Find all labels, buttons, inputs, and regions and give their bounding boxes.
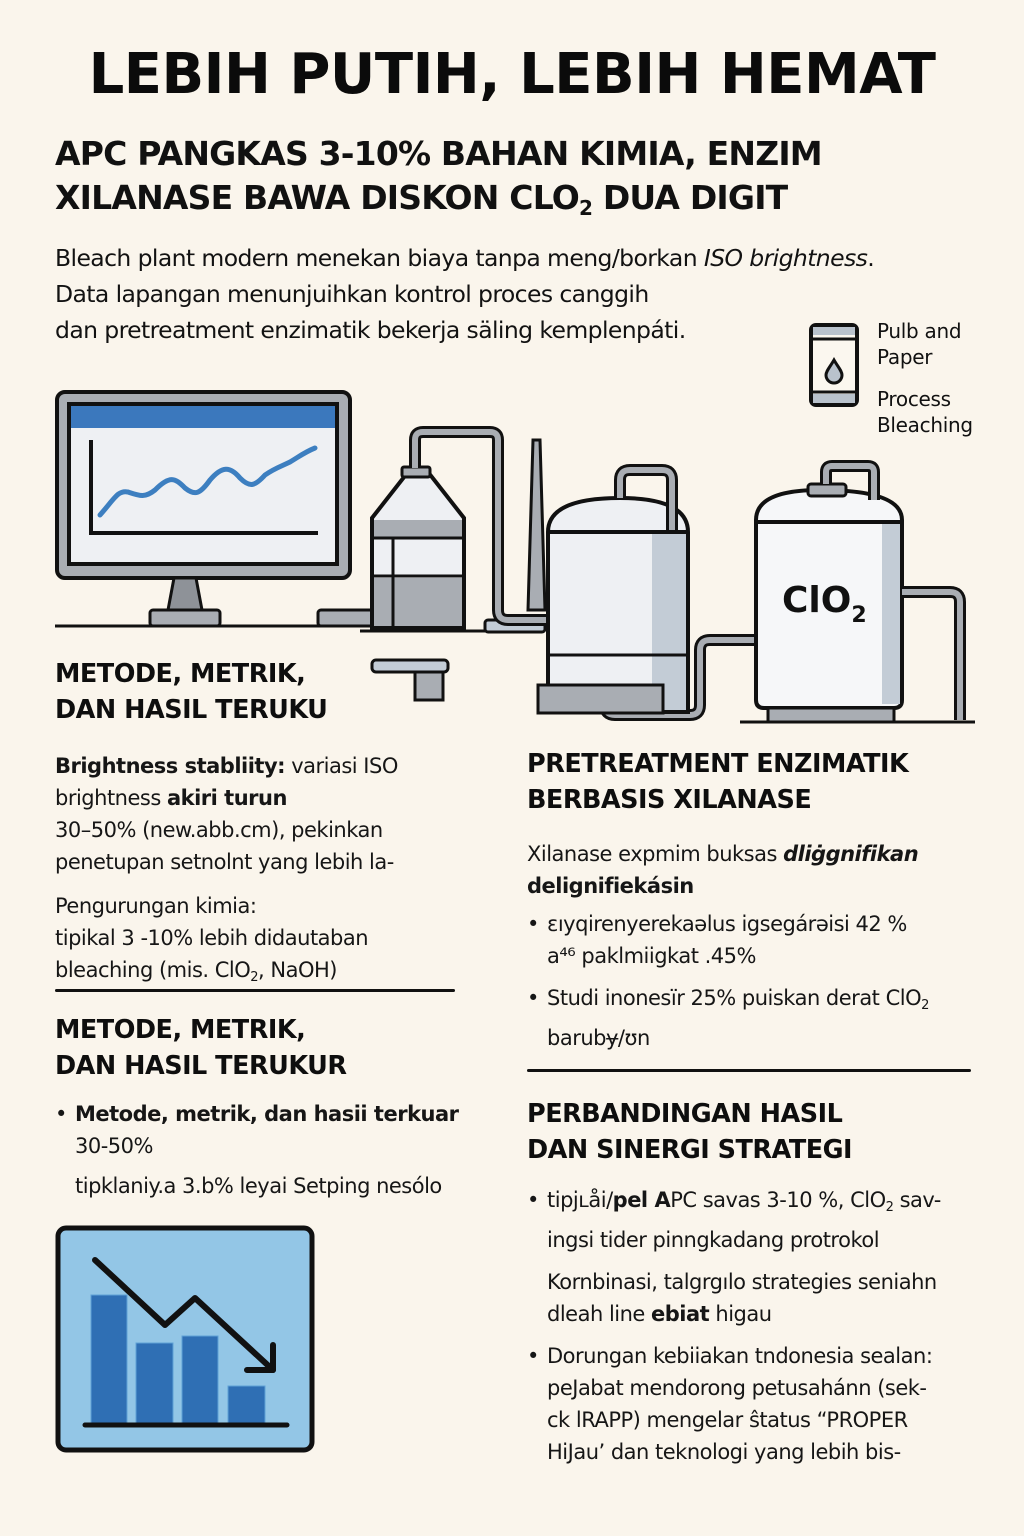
left-section-results [55, 1012, 475, 1202]
right-section-xylanase [527, 746, 987, 1054]
chemical-reduction-paragraph: Pengurungan kimia: tipikal 3 -10% lebih didautaban bleaching (mis. ClO$_2$, NaOH) [55, 894, 369, 985]
subtitle-line-2: XILANASE BAWA DISKON $CLO_2$ DUA DIGIT [55, 178, 788, 220]
subtitle-line-1: APC PANGKAS 3-10% BAHAN KIMIA, ENZIM [55, 134, 822, 173]
page-title: LEBIH PUTIH, LEBIH HEMAT [88, 42, 936, 107]
right-section-comparison [527, 1096, 987, 1468]
bar-chart-downtrend-icon [55, 1225, 315, 1453]
list-item: • ɛıyqirenyerekaəlus igsegárəisi 42 % a⁴⁶ paklmiigkat .45% [527, 908, 987, 972]
brightness-stability-paragraph: Brightness stabliity: variasi ISO brightness akiri turun 30–50% (new.abb.cm), pekinkan penetupan setnolnt yang lebih la- [55, 754, 398, 874]
list-item: • Metode, metrik, dan hasii terkuar 30-50% [55, 1098, 475, 1162]
policy-list [527, 1340, 987, 1468]
intro-line-3: dan pretreatment enzimatik bekerja säling kemplenpáti. [55, 316, 686, 344]
section-divider [55, 989, 455, 992]
intro-line-1: Bleach plant modern menekan biaya tanpa meng/borkan ISO brightness. [55, 244, 875, 272]
section-heading: METODE, METRIK, DAN HASIL TERUKUR [55, 1015, 347, 1081]
list-item: • Studi inonesı̈r 25% puiskan derat ClO$_2$ barubɏ/ʊn [527, 982, 987, 1054]
xylanase-paragraph: Xilanase expmim buksas dliġgnifikan delignifiekásin [527, 842, 919, 898]
section-heading: PRETREATMENT ENZIMATIK BERBASIS XILANASE [527, 749, 909, 815]
section-divider [527, 1069, 971, 1072]
xylanase-list [527, 908, 987, 1054]
list-item: • tipjʟåi/pel APC savas 3-10 %, ClO$_2$ sav- ingsi tider pinngkadang protrokol [527, 1184, 987, 1256]
results-note: tipklaniy.a 3.b% leyai Setping nesólo [75, 1174, 442, 1198]
legend-text: Pulb and Paper Process Bleaching [877, 319, 973, 437]
results-list [55, 1098, 475, 1162]
monitor-line-chart-icon [55, 392, 378, 626]
section-heading: METODE, METRIK, DAN HASIL TERUKU [55, 659, 328, 725]
left-section-methods [55, 656, 455, 994]
comparison-list [527, 1184, 987, 1256]
section-heading: PERBANDINGAN HASIL DAN SINERGI STRATEGI [527, 1099, 853, 1165]
strategy-paragraph: Kornbinasi, talgrgılo strategies seniahn dleah line ebiat higau [547, 1270, 937, 1326]
list-item: • Dorungan kebiiakan tndonesia sealan: peJabat mendorong petusahánn (sek- ck lRAPP) mengelar ŝtatus “PROPER HiJau’ dan teknologi yang lebih bis- [527, 1340, 987, 1468]
tank-label-clo2: ClO$_2$ [782, 580, 867, 628]
page-subtitle [55, 132, 975, 230]
intro-line-2: Data lapangan menunjuihkan kontrol proces canggih [55, 280, 649, 308]
